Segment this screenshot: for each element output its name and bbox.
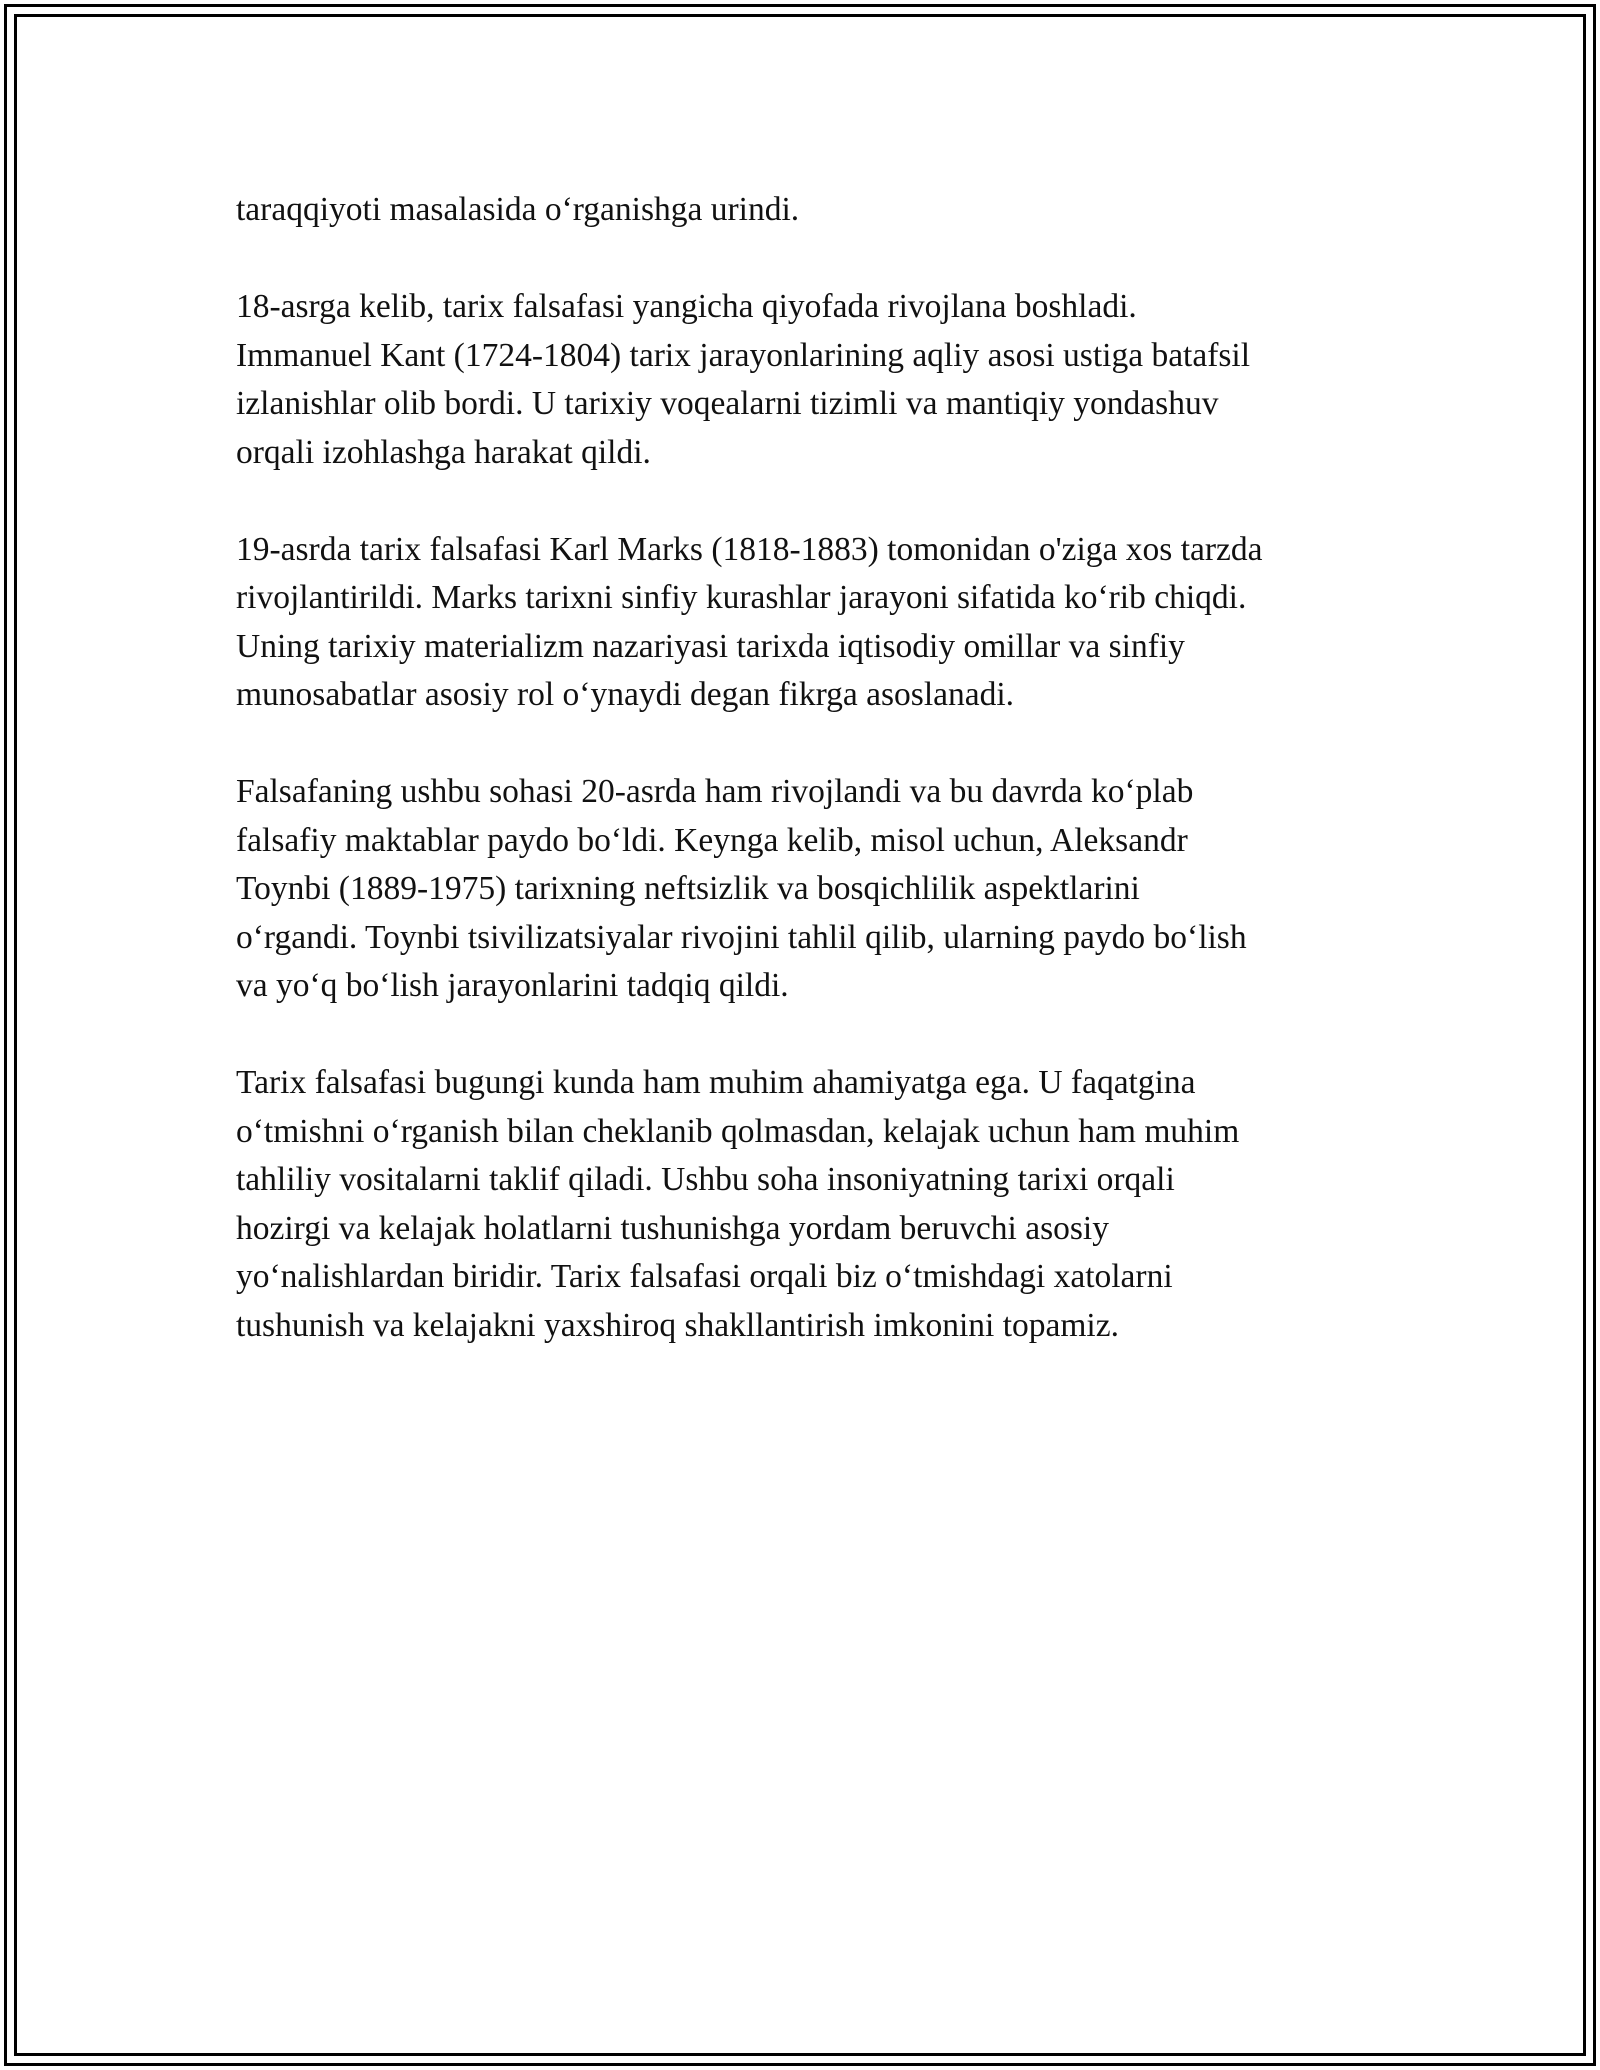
text-line: orqali izohlashga harakat qildi. (236, 433, 651, 471)
text-line: izlanishlar olib bordi. U tarixiy voqealarni tizimli va mantiqiy yondashuv (236, 385, 1219, 422)
text-line: munosabatlar asosiy rol oʻynaydi degan fikrga asoslanadi. (236, 676, 1015, 713)
text-line: 19-asrda tarix falsafasi Karl Marks (1818-1883) tomonidan o'ziga xos tarzda (236, 530, 1263, 568)
text-line: yoʻnalishlardan biridir. Tarix falsafasi orqali biz oʻtmishdagi xatolarni (236, 1258, 1173, 1295)
text-line: Tarix falsafasi bugungi kunda ham muhim ahamiyatga ega. U faqatgina (236, 1064, 1196, 1101)
text-line: Toynbi (1889-1975) tarixning neftsizlik va bosqichlilik aspektlarini (236, 870, 1140, 907)
text-line: oʻtmishni oʻrganish bilan cheklanib qolmasdan, kelajak uchun ham muhim (236, 1112, 1240, 1150)
text-line: va yoʻq boʻlish jarayonlarini tadqiq qildi. (236, 967, 789, 1004)
text-line: oʻrgandi. Toynbi tsivilizatsiyalar rivojini tahlil qilib, ularning paydo boʻlish (236, 918, 1247, 956)
text-line: Immanuel Kant (1724-1804) tarix jarayonlarining aqliy asosi ustiga batafsil (236, 336, 1251, 374)
paragraph-2 (236, 283, 1396, 477)
paragraph-5 (236, 1059, 1396, 1350)
paragraph-3 (236, 526, 1396, 720)
text-line: rivojlantirildi. Marks tarixni sinfiy kurashlar jarayoni sifatida koʻrib chiqdi. (236, 579, 1247, 616)
paragraph-1 (236, 186, 1396, 235)
text-line: 18-asrga kelib, tarix falsafasi yangicha qiyofada rivojlana boshladi. (236, 288, 1137, 325)
text-line: hozirgi va kelajak holatlarni tushunishga yordam beruvchi asosiy (236, 1209, 1109, 1247)
paragraph-4 (236, 768, 1396, 1011)
text-line: falsafiy maktablar paydo boʻldi. Keynga kelib, misol uchun, Aleksandr (236, 821, 1188, 859)
document-body (236, 186, 1396, 1399)
text-line: Uning tarixiy materializm nazariyasi tarixda iqtisodiy omillar va sinfiy (236, 627, 1185, 665)
text-line: tahliliy vositalarni taklif qiladi. Ushbu soha insoniyatning tarixi orqali (236, 1161, 1175, 1198)
text-line: Falsafaning ushbu sohasi 20-asrda ham rivojlandi va bu davrda koʻplab (236, 773, 1194, 810)
text-line: tushunish va kelajakni yaxshiroq shakllantirish imkonini topamiz. (236, 1306, 1119, 1344)
text-line: taraqqiyoti masalasida oʻrganishga urindi. (236, 191, 800, 228)
